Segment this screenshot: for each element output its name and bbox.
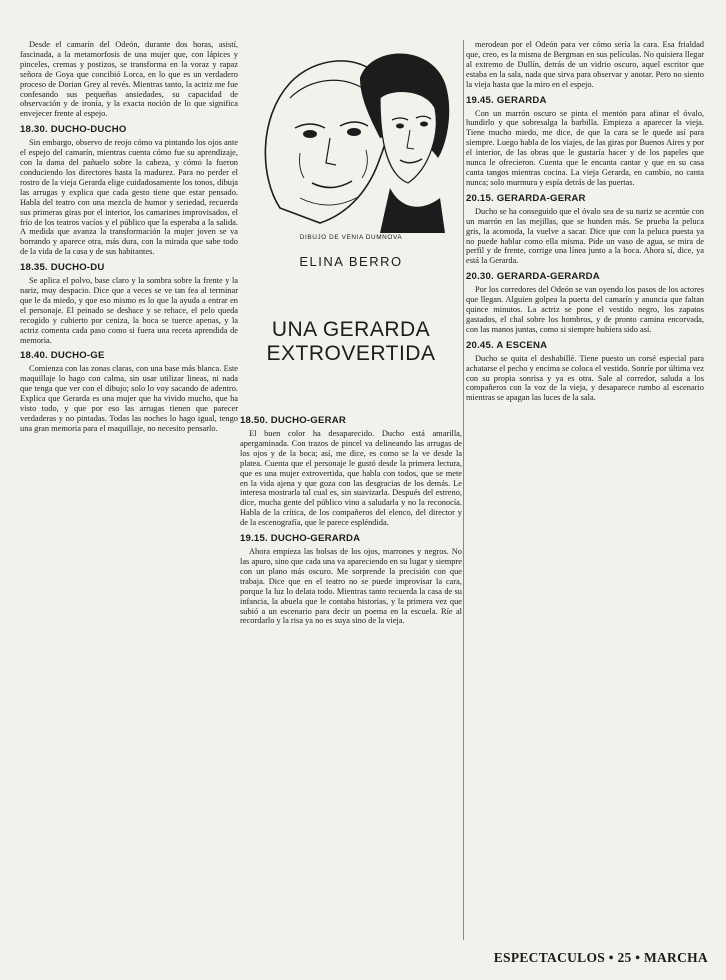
section-title-8: 20.30. GERARDA-GERARDA (466, 271, 600, 283)
right-intro-paragraph: merodean por el Odeón para ver cómo sería la cara. Esa frialdad que, creo, es la misma de Bergman en sus películas. No quisiera llegar al extremo de Dullín, detrás de un vidrio oscuro, aquel escritor que estaba en la sala, nada que sirva para observar y anotar. Pero no siento la vieja hasta que la miro en el espejo. (466, 40, 704, 89)
section-title-7: 20.15. GERARDA-GERAR (466, 192, 586, 204)
article-headline (240, 318, 462, 366)
section-title-9: 20.45. A ESCENA (466, 339, 548, 351)
section-text-8: Por los corredores del Odeón se van oyendo los pasos de los actores que llegan. Alguien golpea la puerta del camarín y anuncia que faltan quince minutos. La actriz se pone el vestido negro, los zapatos gastados, el chal sobre los hombros, y de pronto camina encorvada, con las manos juntas, como si siempre hubiera sido así. (466, 285, 704, 334)
section-title-4: 18.50. DUCHO-GERAR (240, 415, 346, 426)
intro-paragraph: Desde el camarín del Odeón, durante dos horas, asistí, fascinada, a la metamorfosis de una mujer que, con lápices y pinceles, cremas y postizos, se transforma en la voraz y rapaz señora de Goya que concibió Lorca, en lo que es un verdadero proceso de Dorian Grey al revés. Mientras tanto, la actriz me fue confesando sus pequeñas ansiedades, su capacidad de observación y de ironía, y la exacta noción de lo que significa envejecer frente al espejo. (20, 40, 238, 119)
illustration-caption: DIBUJO DE VENIA DUMNOVA (299, 234, 403, 241)
column-left (20, 40, 238, 437)
column-right (466, 40, 704, 406)
page-footer: ESPECTACULOS • 25 • MARCHA (493, 950, 708, 965)
section-text-9: Ducho se quita el deshabillé. Tiene puesto un corsé especial para achatarse el pecho y encima se coloca el vestido. Sonríe por última vez con su propia sonrisa y ya es otra. Sale al corredor, saluda a los compañeros con la voz de la vieja, y desaparece rumbo al escenario mientras se apagan las luces de la sala. (466, 353, 704, 403)
section-text-3: Comienza con las zonas claras, con una base más blanca. Este maquillaje lo hago con calma, sin usar utilizar lineas, ni nada que tenga que ver con el dibujo; solo lo voy sacando de adentro. Explica que Gerarda es una mujer que ha vivido mucho, que ha visto todo, y que por eso las arrugas tienen que parecer verdaderas y no pintadas. Todas las noches lo hago igual, tengo una gran memoria para el maquillaje, no necesito pensarlo. (20, 364, 238, 433)
section-title-2: 18.35. DUCHO-DU (20, 262, 105, 274)
column-middle (240, 410, 462, 629)
column-divider (463, 40, 464, 940)
portrait-illustration (240, 38, 462, 238)
section-text-5: Ahora empieza las bolsas de los ojos, marrones y negros. No las apuro, sino que cada una va apareciendo en su lugar y siempre con un plano más oscuro. Me sorprende la precisión con que trabaja. Dice que en el teatro no se puede improvisar la cara, porque la luz lo delata todo. Mientras tanto recuerda la casa de su infancia, la abuela que le contaba historias, y la primera vez que subió a un escenario para decir un poema en la escuela. Ríe al recordarlo y la risa ya no es suya sino de la vieja. (240, 547, 462, 626)
headline-line-2: EXTROVERTIDA (266, 342, 436, 365)
section-title-3: 18.40. DUCHO-GE (20, 350, 105, 362)
section-text-7: Ducho se ha conseguido que el óvalo sea de su nariz se acentúe con un marrón en las mejillas, que se hunden más. Se prueba la peluca gris, la acomoda, la vuelve a sacar. Dice que con la peluca puesta ya no puede hablar como ella misma. Pide un vaso de agua, se mira de perfil y de frente, corrige una línea junto a la boca. Ahora sí, dice, ya está la Gerarda. (466, 206, 704, 266)
section-title-6: 19.45. GERARDA (466, 94, 547, 106)
section-text-6: Con un marrón oscuro se pinta el mentón para afinar el óvalo, hundirlo y que sobresalga la barbilla. Empieza a aparecer la vieja. Tiene mucho miedo, me dice, de que la cara se le quede así para siempre. Luego habla de los viajes, de las giras por Buenos Aires y por el interior, de las obras que le gustaría hacer y de los papeles que nunca le ofrecieron. Cuenta que le encanta cantar y que en su casa canta tangos mientras cocina. La vieja Gerarda, en cambio, no canta nunca; solo murmura y espía detrás de las puertas. (466, 108, 704, 187)
author-name: ELINA BERRO (299, 254, 403, 269)
section-text-4: El buen color ha desaparecido. Ducho está amarilla, apergaminada. Con trazos de pincel va delineando las arrugas de los ojos y de la boca; así, me dice, es como se la ve desde la platea. Cuenta que el personaje le gustó desde la primera lectura, que es una mujer extrovertida, que habla con todos, que se mete en la vida ajena y que goza con las desgracias de los demás. Le interesa mostrarla tal cual es, sin suavizarla. Después del estreno, dice, mucha gente del público vino a saludarla y no la reconocía. Habla de la crítica, de los compañeros del elenco, del director y de la escenografía, que le parece espléndida. (240, 429, 462, 528)
headline-line-1: UNA GERARDA (271, 318, 431, 341)
section-title-1: 18.30. DUCHO-DUCHO (20, 124, 127, 136)
section-title-5: 19.15. DUCHO-GERARDA (240, 533, 361, 545)
section-text-1: Sin embargo, observo de reojo cómo va pintando los ojos ante el espejo del camarín, mientras cuenta cómo fue su aprendizaje, con la dama del pañuelo sobre la cabeza, y cómo la fueron conduciendo los directores hasta la madurez. Para no perder el rostro de la vieja Gerarda elige cuidadosamente los tonos, dibuja las arrugas y explica que cada gesto tiene que estar pensado. Habla del teatro con una mezcla de humor y seriedad, recuerda sus primeras giras por el interior, los camarines improvisados, el frío de los teatros vacíos y el público que la esperaba a la salida. A medida que avanza la transformación la mujer joven se va borrando y aparece otra, más dura, con la mirada que sabe todo de la vida de la casa y de sus habitantes. (20, 138, 238, 257)
section-text-2: Se aplica el polvo, base claro y la sombra sobre la frente y la nariz, muy despacio. Dice que a veces se ve tan fea al terminar que le da miedo, y que eso mismo es lo que la ayuda a entrar en el personaje. El peinado se deshace y se rehace, el pelo queda recogido y cubierto por ceniza, la boca se tuerce apenas, y la actriz comenta cada paso como si fuera una receta aprendida de memoria. (20, 276, 238, 345)
